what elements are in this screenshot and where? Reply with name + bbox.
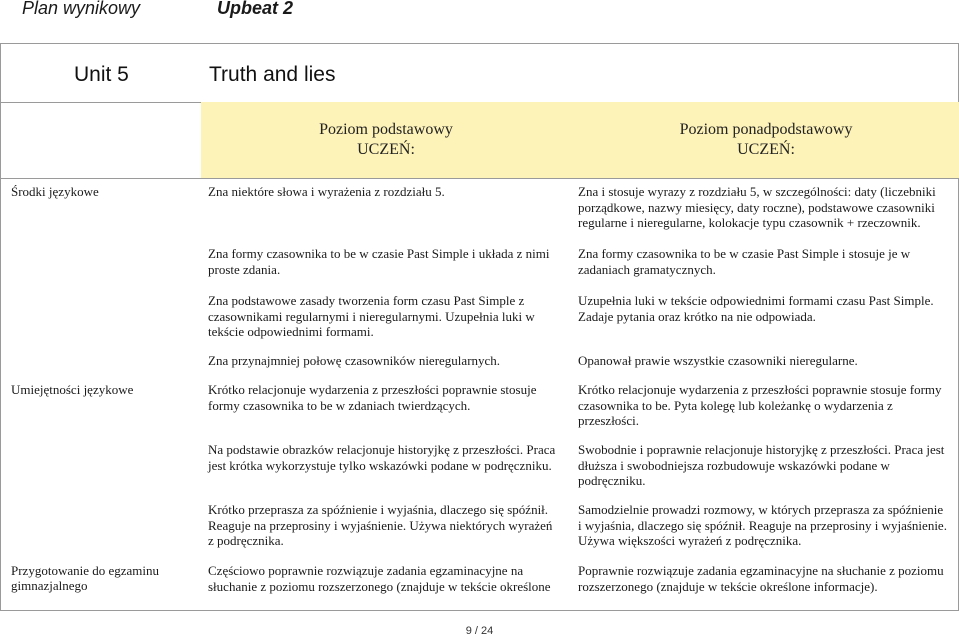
basic-cell-story: Na podstawie obrazków relacjonuje historyjkę z przeszłości. Praca jest krótka wykorzystuje tylko wskazówki podane w podręczniku.	[208, 442, 556, 473]
category-exam: Przygotowanie do egzaminu gimnazjalnego	[11, 563, 160, 593]
category-language: Środki językowe	[11, 184, 99, 199]
level-basic-header	[201, 120, 571, 160]
advanced-cell-to-be: Zna formy czasownika to be w czasie Past Simple i stosuje je w zadaniach gramatycznych.	[578, 246, 911, 277]
basic-cell-relating-events: Krótko relacjonuje wydarzenia z przeszłości poprawnie stosuje formy czasownika to be w zdaniach twierdzących.	[208, 382, 537, 413]
level-advanced-name: Poziom ponadpodstawowy	[679, 121, 853, 138]
page-number: 9 / 24	[465, 625, 494, 637]
basic-cell-past-simple: Zna podstawowe zasady tworzenia form czasu Past Simple z czasownikami regularnymi i nieregularnymi. Uzupełnia luki w tekście odpowiednimi formami.	[208, 293, 535, 339]
basic-cell-vocabulary: Zna niektóre słowa i wyrażenia z rozdziału 5.	[208, 184, 445, 199]
advanced-cell-vocabulary: Zna i stosuje wyrazy z rozdziału 5, w szczególności: daty (liczebniki porządkowe, nazwy miesięcy, daty roczne), podstawowe czasowniki regularne i nieregularne, kolokacje typu czasownik + rzeczownik.	[578, 184, 936, 230]
advanced-cell-exam: Poprawnie rozwiązuje zadania egzaminacyjne na słuchanie z poziomu rozszerzonego (znajduje w tekście określone informacje).	[578, 563, 944, 594]
unit-title: Truth and lies	[209, 63, 336, 86]
level-advanced-header	[581, 120, 951, 160]
basic-cell-irregular-verbs: Zna przynajmniej połowę czasowników nieregularnych.	[208, 353, 501, 368]
unit-number: Unit 5	[74, 63, 129, 86]
header-plan-title: Plan wynikowy	[22, 0, 141, 18]
table-left-border	[0, 43, 1, 610]
advanced-cell-relating-events: Krótko relacjonuje wydarzenia z przeszłości poprawnie stosuje formy czasownika to be. Pyta kolegę lub koleżankę o wydarzenia z przeszłości.	[578, 382, 942, 428]
unit-row	[0, 43, 959, 102]
level-advanced-sub: UCZEŃ:	[737, 141, 795, 158]
advanced-cell-irregular-verbs: Opanował prawie wszystkie czasowniki nieregularne.	[578, 353, 858, 368]
table-bottom-border	[0, 610, 959, 611]
level-basic-name: Poziom podstawowy	[319, 121, 453, 138]
level-header-band	[201, 102, 959, 178]
header-book-title: Upbeat 2	[217, 0, 294, 18]
level-row-border	[0, 178, 959, 179]
document-header	[0, 0, 959, 20]
advanced-cell-apologising: Samodzielnie prowadzi rozmowy, w których przeprasza za spóźnienie i wyjaśnia, dlaczego się spóźnił. Reaguje na przeprosiny i wyjaśnienie. Używa większości wyrażeń z podręcznika.	[578, 502, 947, 548]
level-basic-sub: UCZEŃ:	[357, 141, 415, 158]
advanced-cell-past-simple: Uzupełnia luki w tekście odpowiednimi formami czasu Past Simple. Zadaje pytania oraz krótko na nie odpowiada.	[578, 293, 934, 324]
basic-cell-to-be: Zna formy czasownika to be w czasie Past Simple i układa z nimi proste zdania.	[208, 246, 550, 277]
basic-cell-exam: Częściowo poprawnie rozwiązuje zadania egzaminacyjne na słuchanie z poziomu rozszerzonego (znajduje w tekście określone	[208, 563, 551, 594]
basic-cell-apologising: Krótko przeprasza za spóźnienie i wyjaśnia, dlaczego się spóźnił. Reaguje na przeprosiny i wyjaśnienie. Używa niektórych wyrażeń z podręcznika.	[208, 502, 553, 548]
category-skills: Umiejętności językowe	[11, 382, 134, 397]
advanced-cell-story: Swobodnie i poprawnie relacjonuje historyjkę z przeszłości. Praca jest dłuższa i swobodniejsza rozbudowuje wskazówki podane w podręczniku.	[578, 442, 945, 488]
